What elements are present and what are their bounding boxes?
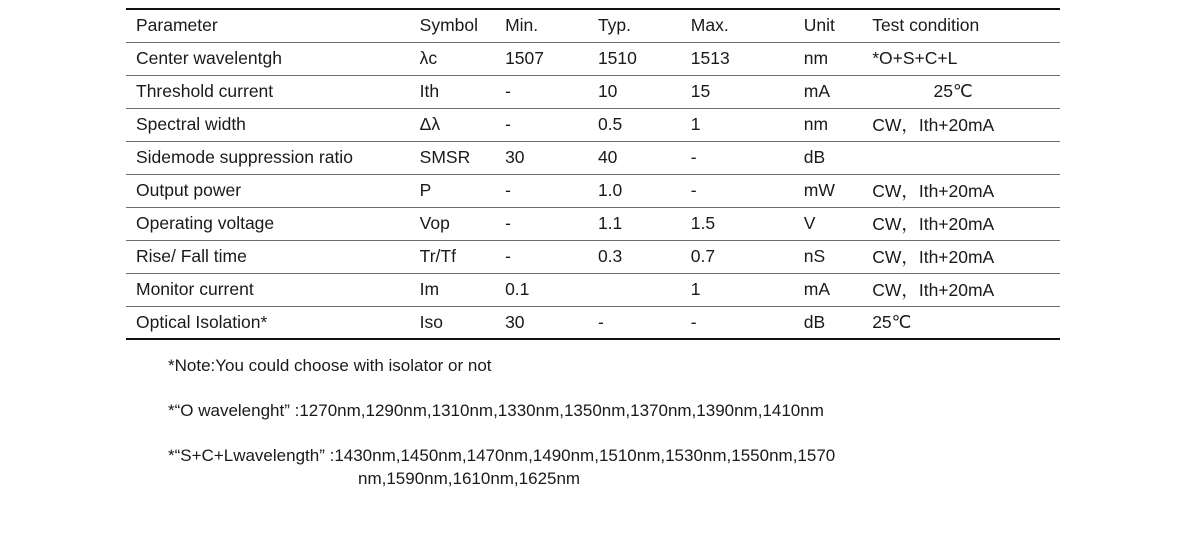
note-scl-wavelength	[126, 445, 1126, 491]
cell-typ	[598, 273, 691, 306]
cell-symbol: Ith	[420, 75, 505, 108]
cell-symbol: Im	[420, 273, 505, 306]
cell-parameter: Operating voltage	[126, 207, 420, 240]
cell-unit: mA	[804, 273, 872, 306]
cell-min: 30	[505, 141, 598, 174]
cell-unit: dB	[804, 306, 872, 339]
cell-symbol: P	[420, 174, 505, 207]
cell-max: -	[691, 306, 804, 339]
cell-symbol: Tr/Tf	[420, 240, 505, 273]
cell-typ: 1.1	[598, 207, 691, 240]
cell-symbol: Iso	[420, 306, 505, 339]
table-header-row	[126, 9, 1060, 42]
cell-unit: mA	[804, 75, 872, 108]
cell-symbol: λc	[420, 42, 505, 75]
cell-parameter: Threshold current	[126, 75, 420, 108]
cell-min: 30	[505, 306, 598, 339]
cell-parameter: Optical Isolation*	[126, 306, 420, 339]
column-header-min: Min.	[505, 9, 598, 42]
table-row	[126, 108, 1060, 141]
cell-condition: CW，Ith+20mA	[872, 240, 1060, 273]
column-header-max: Max.	[691, 9, 804, 42]
table-body	[126, 42, 1060, 339]
cell-parameter: Rise/ Fall time	[126, 240, 420, 273]
table-row	[126, 42, 1060, 75]
cell-condition: CW，Ith+20mA	[872, 174, 1060, 207]
cell-parameter: Sidemode suppression ratio	[126, 141, 420, 174]
table-row	[126, 306, 1060, 339]
table-row	[126, 174, 1060, 207]
note-scl-wavelength-line2: nm,1590nm,1610nm,1625nm	[358, 468, 581, 488]
cell-parameter: Output power	[126, 174, 420, 207]
cell-typ: 10	[598, 75, 691, 108]
notes-section	[126, 355, 1126, 513]
cell-unit: nm	[804, 42, 872, 75]
table-row	[126, 240, 1060, 273]
cell-condition: 25℃	[872, 306, 1060, 339]
column-header-test-condition: Test condition	[872, 9, 1060, 42]
table-row	[126, 75, 1060, 108]
note-scl-wavelength-line1: *“S+C+Lwavelength” :1430nm,1450nm,1470nm,1490nm,1510nm,1530nm,1550nm,1570	[168, 445, 836, 465]
note-o-wavelength: *“O wavelenght” :1270nm,1290nm,1310nm,1330nm,1350nm,1370nm,1390nm,1410nm	[168, 400, 824, 420]
column-header-symbol: Symbol	[420, 9, 505, 42]
cell-max: -	[691, 174, 804, 207]
cell-condition: CW，Ith+20mA	[872, 207, 1060, 240]
cell-min: -	[505, 108, 598, 141]
cell-typ: -	[598, 306, 691, 339]
cell-parameter: Spectral width	[126, 108, 420, 141]
cell-typ: 0.3	[598, 240, 691, 273]
column-header-unit: Unit	[804, 9, 872, 42]
table-header	[126, 9, 1060, 42]
note-isolator: *Note:You could choose with isolator or not	[168, 356, 492, 375]
column-header-parameter: Parameter	[126, 9, 420, 42]
cell-min: -	[505, 75, 598, 108]
cell-condition: *O+S+C+L	[872, 42, 1060, 75]
cell-symbol: Δλ	[420, 108, 505, 141]
table-row	[126, 141, 1060, 174]
cell-max: 1	[691, 273, 804, 306]
cell-condition	[872, 141, 1060, 174]
cell-unit: mW	[804, 174, 872, 207]
cell-max: 0.7	[691, 240, 804, 273]
cell-parameter: Monitor current	[126, 273, 420, 306]
cell-max: 15	[691, 75, 804, 108]
cell-min: 1507	[505, 42, 598, 75]
cell-typ: 1510	[598, 42, 691, 75]
cell-min: -	[505, 240, 598, 273]
cell-unit: nm	[804, 108, 872, 141]
cell-max: 1.5	[691, 207, 804, 240]
cell-typ: 1.0	[598, 174, 691, 207]
cell-unit: V	[804, 207, 872, 240]
cell-unit: dB	[804, 141, 872, 174]
cell-symbol: SMSR	[420, 141, 505, 174]
cell-condition: 25℃	[872, 75, 1060, 108]
cell-typ: 0.5	[598, 108, 691, 141]
cell-max: 1513	[691, 42, 804, 75]
cell-condition: CW，Ith+20mA	[872, 273, 1060, 306]
cell-min: -	[505, 207, 598, 240]
cell-max: 1	[691, 108, 804, 141]
cell-symbol: Vop	[420, 207, 505, 240]
table-row	[126, 207, 1060, 240]
cell-max: -	[691, 141, 804, 174]
cell-condition: CW，Ith+20mA	[872, 108, 1060, 141]
cell-typ: 40	[598, 141, 691, 174]
cell-min: -	[505, 174, 598, 207]
cell-unit: nS	[804, 240, 872, 273]
cell-min: 0.1	[505, 273, 598, 306]
column-header-typ: Typ.	[598, 9, 691, 42]
table-row	[126, 273, 1060, 306]
optical-specification-table	[126, 8, 1060, 340]
cell-parameter: Center wavelentgh	[126, 42, 420, 75]
